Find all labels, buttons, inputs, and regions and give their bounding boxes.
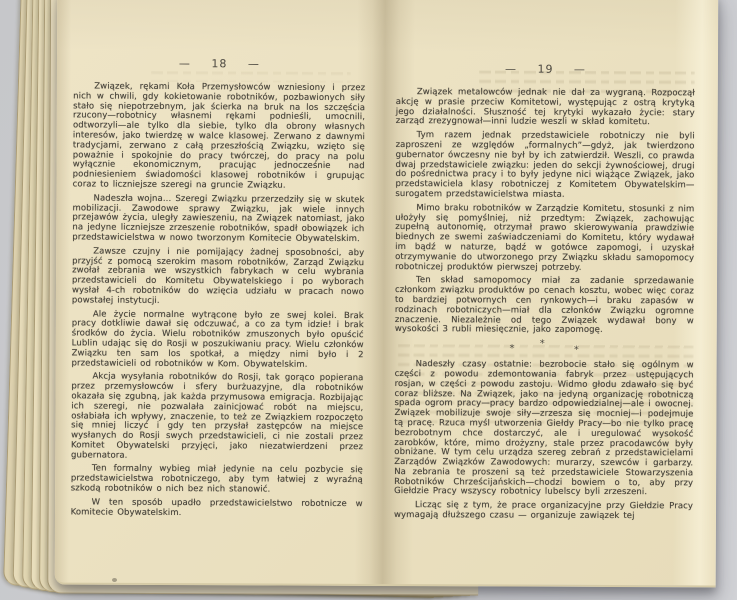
text-paragraph: Licząc się z tym, że prace organizacyjne przy Giełdzie Pracy wymagają dłuższego czasu — organizuje zawiązek tej [393, 500, 694, 522]
page-19 [394, 62, 695, 526]
text-paragraph: Tym razem jednak przedstawiciele robotniczy nie byli zaproszeni ze względów „formalnych”—gdyż, jak twierdzono gubernator ówczesny nie był by ich zatwierdził. Weszli, co prawda dwaj przedstawiciele związku: jeden do sekcji żywnościowej, drugi do pośrednictwa pracy i to były jedyne nici wiążące Związek, jako przedstawiciela klasy robotniczej z Komitetem Obywatelskim—surogatem przedstawicielstwa miasta. [395, 130, 695, 200]
text-paragraph: Mimo braku robotników w Zarządzie Komitetu, stosunki z nim ułożyły się pomyślniej, niż przedtym: Związek, zachowując zupełną autonomię, otrzymał prawo skierowywania prawdziwie biednych ze swemi zaświadczeniami do Komitetu, który wydawał im bądź w naturze, bądź w gotówce zapomogi, i uzyskał otrzymywanie do utworzonego przy Związku składu samopomocy robotniczej produktów pierwszej potrzeby. [395, 202, 695, 273]
text-paragraph: Zawsze czujny i nie pomijający żadnej sposobności, aby przyjść z pomocą szerokim masom robotników, Zarząd Związku zwołał zebrania we wszystkich fabrykach w celu wybrania przedstawicieli do Komitetu Obywatelskiego i po wyborach wysłał 4-ch robotników do wzięcia udziału w pracach nowo powstałej instytucji. [71, 246, 365, 306]
text-paragraph: W ten sposób upadło przedstawicielstwo robotnicze w Komitecie Obywatelskim. [70, 497, 363, 518]
page-19-header: — 19 — [504, 62, 586, 76]
asterisk-glyph: * [573, 344, 579, 356]
book-spread [55, 0, 719, 587]
asterisk-glyph: * [509, 343, 515, 355]
text-paragraph: Nadeszły czasy ostatnie: bezrobocie stało się ogólnym w części z powodu zdemontowania fabryk przez ustępujących rosjan, w części z powodu zastoju. Widmo głodu zdawało się być coraz bliższe. Na Związek, jako na jedyną organizację robotniczą spada ogrom pracy—pracy bardzo odpowiedzialnej—ale i owocnej. Związek mobilizuje swoje siły—zrzesza się mocniej—i podejmuje tą pracę. Rzuca myśl utworzenia Giełdy Pracy—bo nie tylko pracę bezrobotnym chce dostarczyć, ale i uregulować wysokość zarobków, które, mimo drożyzny, stale przez pracodawców były obniżane. W tym celu urządza szereg zebrań z przedstawicielami Zarządów Związków Zawodowych: murarzy, szewców i garbarzy. Na zebrania te proszeni są też przedstawiciele Stowarzyszenia Robotników Chrześcijańskich—chodzi bowiem o to, aby przy Giełdzie Pracy wszyscy robotnicy lubelscy byli zrzeszeni. [394, 359, 694, 498]
text-paragraph: Związek, rękami Koła Przemysłowców wzniesiony i przez nich w chwili, gdy kokietowanie robotników, pozbawionych siły stało się niepotrzebnym, jak ścierka na bruk na los szczęścia rzucony—robotnicy własnemi rękami podnieśli, umocnili, odtworzyli—ale tylko dla siebie, tylko dla obrony własnych interesów, jako twierdzę w walce klasowej. Zerwano z dawnymi tradycjami, zerwano z całą przeszłością Związku, wzięto się poważnie i spokojnie do pracy twórczej, do pracy na polu wyłącznie ekonomicznym, pracując jednocześnie nad podniesieniem świadomości klasowej robotników i grupując coraz to liczniejsze szeregi na gruncie Związku. [72, 81, 366, 191]
ink-speck [112, 578, 117, 582]
page-18 [71, 56, 366, 523]
text-paragraph: Nadeszła wojna... Szeregi Związku przerzedziły się w skutek mobilizacji. Zawodowe sprawy Związku, jak wiele innych przejawów życia, uległy zawieszeniu, na Związek natomiast, jako na jedyne liczniejsze zrzeszenie robotników, spadł obowiązek ich przedstawicielstwa w nowo tworzonym Komitecie Obywatelskim. [72, 193, 365, 245]
text-paragraph: Ten formalny wybieg miał jedynie na celu pozbycie się przedstawicielstwa robotniczego, aby tym łatwiej z wyraźną szkodą robotników o nich bez nich stanowić. [70, 463, 363, 495]
page-18-header: — 18 — [178, 57, 260, 71]
text-paragraph: Ale życie normalne wytrącone było ze swej kolei. Brak pracy dotkliwie dawał się odczuwać, a co za tym idzie! i brak środków do życia. Wielu robotników zmuszonych było opuścić Lublin udając się do Rosji w poszukiwaniu pracy. Wielu członków Związku ten sam los spotkał, a między nimi było i 2 przedstawicieli od robotników w Kom. Obywatelskim. [71, 309, 364, 370]
text-paragraph: Związek metalowców jednak nie dał za wygraną. Rozpoczął akcję w prasie przeciw Komitetowi, występując z ostrą krytyką jego działalności. Słuszność tej krytyki wykazało życie: stary zarząd zrezygnował—inni ludzie weszli w skład komitetu. [395, 87, 695, 128]
text-paragraph: Akcja wysyłania robotników do Rosji, tak gorąco popierana przez przemysłowców i sfery burżuazyjne, dla robotników okazała się zgubną, jak każda przymusowa emigracja. Rozbijając ich szeregi, nie pozwalała zainicjować robót na miejscu, osłabiała ich wpływy, znaczenie, to też ze Związkiem rozpoczęto się mniej liczyć i gdy ten przysłał zastępców na miejsce wysłanych do Rosji swych przedstawicieli, ci nie zostali przez Komitet Obywatelski przyjęci, jako niezatwierdzeni przez gubernatora. [70, 371, 364, 461]
asterisk-divider [395, 339, 694, 356]
asterisk-glyph: * [539, 338, 545, 350]
text-paragraph: Ten skład samopomocy miał za zadanie sprzedawanie członkom związku produktów po cenach kosztu, wobec więc coraz to bardziej potwornych cen rynkowych—i braku zapasów w rodzinach robotniczych—miał dla członków Związku ogromne znaczenie. Niezależnie od tego Związek wydawał bony w wysokości 3 rubli miesięcznie, jako zapomogę. [394, 275, 695, 336]
